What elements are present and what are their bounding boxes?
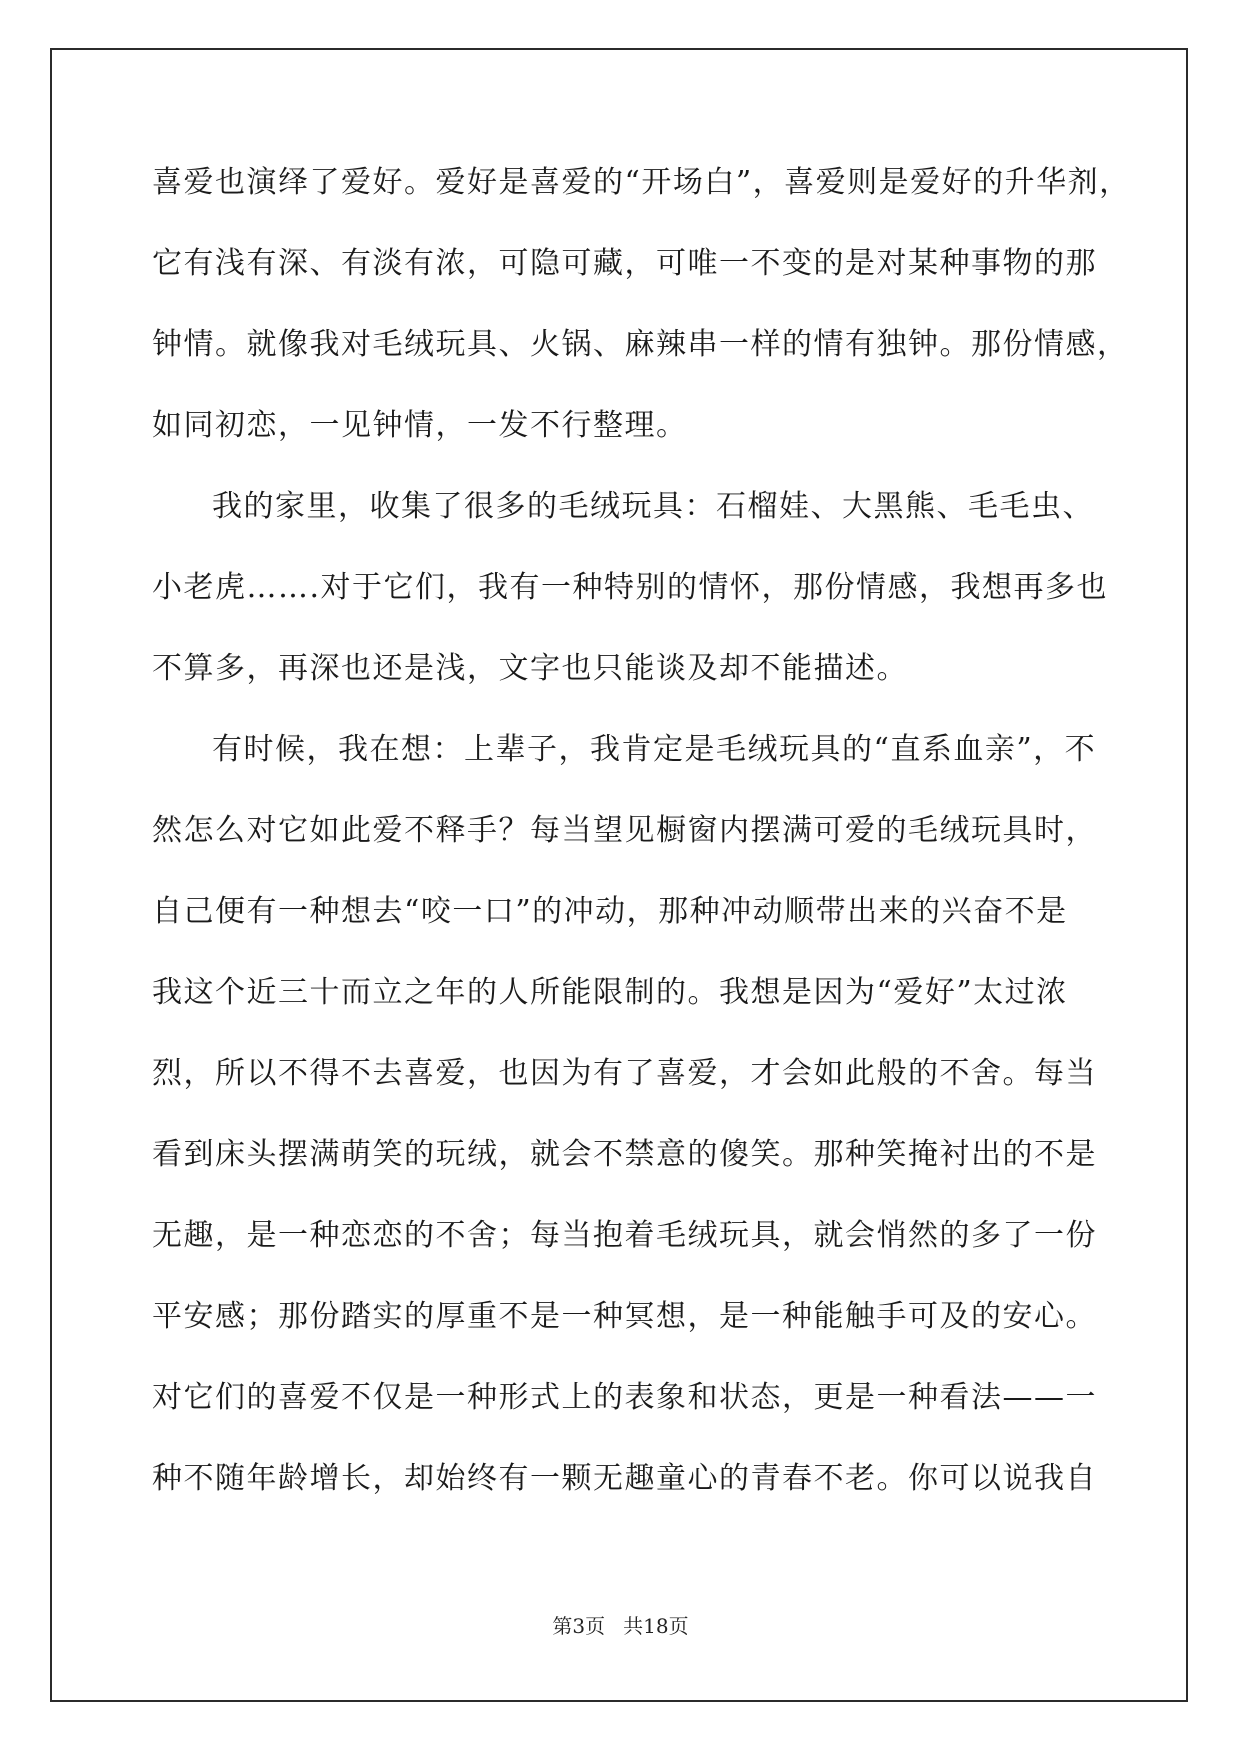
page-footer <box>0 1610 1241 1639</box>
text-line: 小老虎…….对于它们，我有一种特别的情怀，那份情感，我想再多也 <box>152 570 1109 605</box>
text-line: 我的家里，收集了很多的毛绒玩具：石榴娃、大黑熊、毛毛虫、 <box>212 489 1094 524</box>
text-line: 有时候，我在想：上辈子，我肯定是毛绒玩具的“直系血亲”，不 <box>212 732 1097 767</box>
text-line: 烈，所以不得不去喜爱，也因为有了喜爱，才会如此般的不舍。每当 <box>152 1056 1097 1091</box>
text-line: 它有浅有深、有淡有浓，可隐可藏，可唯一不变的是对某种事物的那 <box>152 246 1097 281</box>
text-line: 看到床头摆满萌笑的玩绒，就会不禁意的傻笑。那种笑掩衬出的不是 <box>152 1137 1097 1172</box>
page-total: 共18页 <box>623 1614 689 1638</box>
text-line: 喜爱也演绎了爱好。爱好是喜爱的“开场白”，喜爱则是爱好的升华剂， <box>152 165 1131 200</box>
page-number: 第3页 <box>552 1614 606 1638</box>
text-line: 对它们的喜爱不仅是一种形式上的表象和状态，更是一种看法——一 <box>152 1380 1097 1415</box>
text-line: 平安感；那份踏实的厚重不是一种冥想，是一种能触手可及的安心。 <box>152 1299 1097 1334</box>
text-line: 自己便有一种想去“咬一口”的冲动，那种冲动顺带出来的兴奋不是 <box>152 894 1068 929</box>
document-body <box>152 160 1131 1537</box>
text-line: 无趣，是一种恋恋的不舍；每当抱着毛绒玩具，就会悄然的多了一份 <box>152 1218 1097 1253</box>
text-line: 钟情。就像我对毛绒玩具、火锅、麻辣串一样的情有独钟。那份情感， <box>152 327 1129 362</box>
text-line: 种不随年龄增长，却始终有一颗无趣童心的青春不老。你可以说我自 <box>152 1461 1097 1496</box>
text-line: 我这个近三十而立之年的人所能限制的。我想是因为“爱好”太过浓 <box>152 975 1068 1010</box>
text-line: 然怎么对它如此爱不释手？每当望见橱窗内摆满可爱的毛绒玩具时， <box>152 813 1097 848</box>
text-line: 如同初恋，一见钟情，一发不行整理。 <box>152 408 688 443</box>
text-line: 不算多，再深也还是浅，文字也只能谈及却不能描述。 <box>152 651 908 686</box>
